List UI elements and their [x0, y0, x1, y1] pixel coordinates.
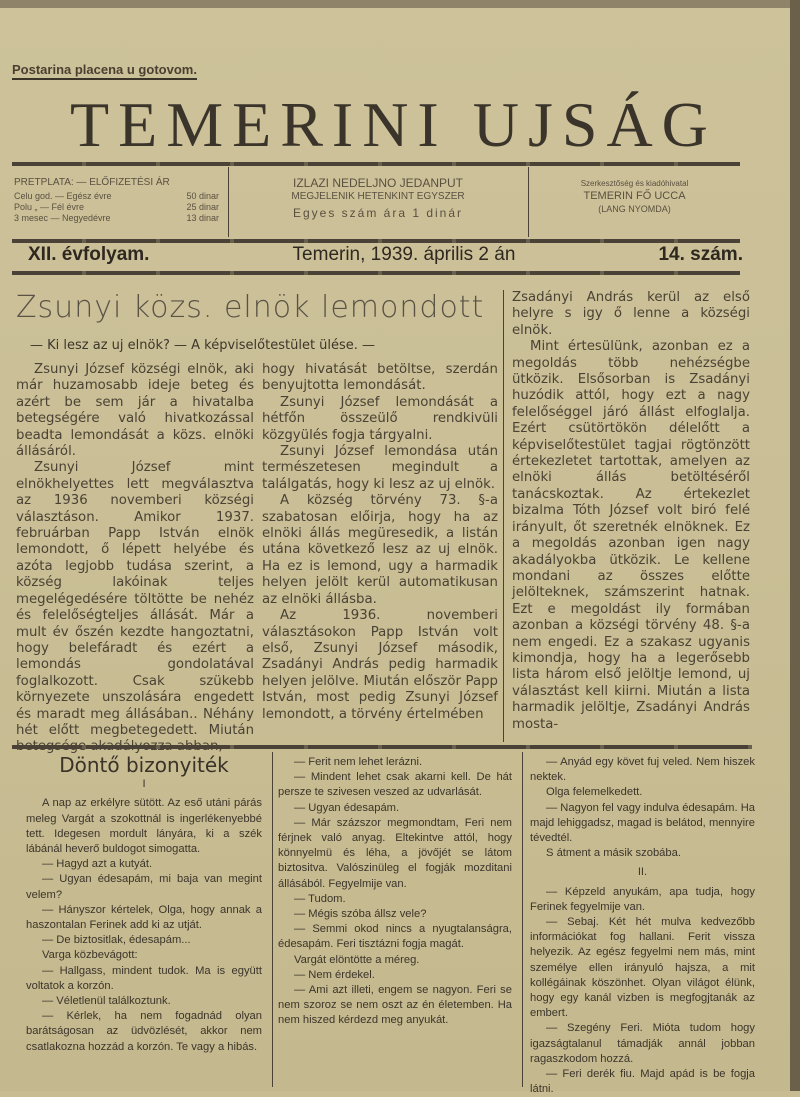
paragraph: — Véletlenül találkoztunk.	[42, 995, 171, 1008]
paragraph: — Ugyan édesapám.	[294, 801, 400, 814]
paragraph: hogy hivatását betöltse, szerdán benyujtotta lemondását.	[262, 362, 498, 394]
story-title: Döntő bizonyiték	[59, 753, 229, 777]
paragraph: Varga közbevágott:	[42, 949, 138, 962]
divider	[228, 167, 229, 237]
paragraph: — Tudom.	[294, 892, 346, 905]
article-headline: Zsunyi közs. elnök lemondott	[16, 290, 485, 325]
office-box	[532, 178, 737, 215]
paragraph: S átment a másik szobába.	[546, 847, 681, 860]
subscription-box	[14, 177, 219, 224]
divider	[12, 271, 740, 275]
divider	[12, 162, 740, 166]
paragraph: — Ami azt illeti, engem se nagyon. Feri se nem szoroz se nem oszt az én életemben. Ha nem hiszed kérdezd meg anyukát.	[278, 984, 512, 1027]
paragraph: A község törvény 73. §-a szabatosan előirja, hogy ha az elnöki állás megüresedik, a listán utána következő lesz az uj elnök. Ha ez is lemond, ugy a harmadik helyen jelölt kerül automatikusan az elnöki állásba.	[262, 493, 498, 607]
paragraph: — Szegény Feri. Mióta tudom hogy igazságtalanul támadják annál jobban ragaszkodom hozzá.	[530, 1022, 755, 1065]
dateline	[28, 244, 743, 266]
paragraph: Zsadányi András kerül az első helyre s igy ő lenne a községi elnök.	[512, 290, 750, 338]
paragraph: Zsunyi József községi elnök, aki már huzamosabb ideje beteg és azért be sem jár a hivatalba betegségére való hivatkozással beadta lemondását a közs. elnöki állásáról.	[16, 362, 254, 460]
subscription-title: PRETPLATA: — ELŐFIZETÉSI ÁR	[14, 177, 170, 188]
subscription-row	[14, 191, 219, 202]
paragraph: — Hányszor kértelek, Olga, hogy annak a haszontalan Ferinek add ki az utját.	[26, 903, 262, 932]
publication-box	[232, 176, 524, 222]
row-price: 25	[186, 202, 197, 212]
story-column-2	[278, 755, 512, 1029]
column-divider	[503, 290, 504, 742]
part-number: I	[142, 778, 146, 791]
issue-number: 14. szám.	[658, 244, 743, 265]
row-unit: dinar	[198, 191, 219, 201]
paragraph: — Ferit nem lehet lerázni.	[294, 756, 423, 768]
article-subtitle: — Ki lesz az uj elnök? — A képviselőtestület ülése. —	[30, 338, 376, 353]
paragraph: — Nagyon fel vagy indulva édesapám. Ha majd lehiggadsz, magad is belátod, mennyire tévedtél.	[530, 801, 755, 845]
office-line: Szerkesztőség és kiadóhivatal	[580, 179, 689, 188]
paragraph: — Mindent lehet csak akarni kell. De hát persze te szivesen veszed az udvarlását.	[278, 771, 512, 799]
paragraph: — Hagyd azt a kutyát.	[42, 858, 153, 871]
paragraph: — De biztositlak, édesapám...	[42, 934, 191, 947]
story-column-1	[26, 753, 262, 1055]
paragraph: Zsunyi József mint elnökhelyettes lett megválasztva az 1936 novemberi községi választáson. Amikor 1937. februárban Papp István elnök lemondott, ő lépett helyébe és azóta legjobb tudása szerint, a község lakóinak teljes megelégedésére töltötte be nehéz és felelőségteljes állását. Már a mult év őszén kezdte hangoztatni, hogy belefáradt és ezért a lemondás gondolatával foglalkozott. Csak szükebb környezete unszolására engedett és maradt meg állásában.. Néhány hét előtt megbetegedett. Miután	[16, 460, 254, 738]
paragraph: — Ugyan édesapám, mi baja van megint velem?	[26, 873, 262, 901]
row-unit: dinar	[198, 213, 219, 223]
scan-right-edge	[790, 0, 800, 1091]
article-column-1	[16, 362, 254, 756]
divider	[12, 239, 740, 243]
masthead-title: TEMERINI UJSÁG	[70, 89, 717, 160]
story-column-3	[530, 755, 755, 1097]
paragraph: — Anyád egy követ fuj veled. Nem hiszek nektek.	[530, 756, 755, 784]
paragraph: Az 1936. novemberi választásokon Papp István volt első, Zsunyi József második, Zsadányi András pedig harmadik helyen jelölve. Miután először Papp István, most pedig Zsunyi József lemondott, a törvény értelmében	[262, 608, 498, 722]
paragraph: Vargát elöntötte a méreg.	[294, 953, 420, 966]
paragraph: — Mégis szóba állsz vele?	[294, 908, 427, 921]
row-label: Celu god. — Egész évre	[14, 191, 112, 201]
paragraph: Zsunyi József lemondását a hétfőn összeülő rendkivüli közgyülés fogja tárgyalni.	[262, 394, 498, 443]
postage-note: Postarina placena u gotovom.	[12, 62, 197, 80]
subscription-row	[14, 213, 219, 224]
article-column-2	[262, 362, 498, 723]
divider	[528, 167, 529, 237]
volume: XII. évfolyam.	[28, 244, 150, 265]
price-line: Egyes szám ára 1 dinár	[292, 206, 464, 220]
divider	[12, 745, 752, 749]
column-divider	[522, 752, 523, 1087]
publication-line: IZLAZI NEDELJNO JEDANPUT	[292, 176, 464, 190]
row-label: 3 mesec — Negyedévre	[14, 213, 111, 223]
issue-date: Temerin, 1939. április 2 án	[292, 244, 516, 265]
paragraph: — Semmi okod nincs a nyugtalanságra, édesapám. Feri tisztázni fogja magát.	[278, 923, 512, 951]
paragraph: Mint értesülünk, azonban ez a megoldás több nehézségbe ütközik. Elsősorban is Zsadányi huzódik attól, hogy ezt a nagy felelőséggel járó állást elfoglalja. Ezért csütörtökön délelőtt a képviselőtestület tagjai rögtönzött értekezletet tartottak, amelyen az elnöki állás betöltéséről tanácskoztak. Az értekezlet bizalma Tóth József volt biró felé irányult, őt szeretnék elnöknek. Ez a megoldás azonban igen nagy akadályokba ütközik. Le kellene mondani az összes előtte jelölteknek, számszerint hatnak. Ezt e megoldást ily formában azonban a községi törvény 48. §-a nem engedi. Ez a szakasz ugyanis kimondja, hogy ha a legerősebb lista három első jelöltje lemond, uj választást kell kiirni. Miután a lista harmadik jelöltje, Zsadányi András mosta-	[512, 339, 750, 732]
paragraph: — Kérlek, ha nem fogadnád olyan barátságosan az üdvözlését, akkor nem csatlakozna hozzád a korzón. Te vagy a hibás.	[26, 1010, 262, 1053]
paragraph: — Sebaj. Két hét mulva kedvezőbb információkat fog hallani. Ferit vissza helyezik. Az egész fegyelmi nem más, mint személye ellen irányuló hajsza, a mit kollégáinak köszönhet. Olyan világot élünk, hogy egy kanál vizben is megfogjtanák az embert.	[530, 916, 755, 1020]
paragraph: — Feri derék fiu. Majd apád is be fogja látni.	[530, 1068, 755, 1096]
article-column-3	[512, 290, 750, 733]
row-price: 50	[186, 191, 197, 201]
office-line: (LANG NYOMDA)	[598, 204, 671, 214]
row-label: Polu „ — Fél évre	[14, 202, 85, 212]
column-divider	[272, 752, 273, 1087]
paragraph: — Képzeld anyukám, apa tudja, hogy Ferinek fegyelmije van.	[530, 885, 755, 913]
paragraph: Zsunyi József lemondása után természetesen megindult a találgatás, hogy ki lesz az uj elnök.	[262, 444, 498, 492]
paragraph: — Már százszor megmondtam, Feri nem férjnek való anyag. Eltekintve attól, hogy könnyelmü és léha, a jövőjét se látom biztositva. Valószinüleg el fogják mozditani állásából. Fegyelmije van.	[278, 816, 512, 890]
part-number: II.	[637, 866, 648, 879]
publication-line: MEGJELENIK HETENKINT EGYSZER	[291, 191, 465, 202]
office-line: TEMERIN FŐ UCCA	[583, 190, 686, 202]
paragraph: Olga felemelkedett.	[546, 786, 643, 799]
subscription-row	[14, 202, 219, 213]
row-unit: dinar	[198, 202, 219, 212]
paragraph: A nap az erkélyre sütött. Az eső utáni párás meleg Vargát a szokottnál is ingerlékenyebbé tett. Idegesen mordult lányára, ki a szék lábánál heverő buldogot simogatta.	[26, 797, 262, 856]
row-price: 13	[186, 213, 197, 223]
paragraph: — Nem érdekel.	[294, 968, 375, 981]
paragraph: — Hallgass, mindent tudok. Ma is együtt voltatok a korzón.	[26, 964, 262, 992]
scan-top-edge	[0, 0, 800, 8]
